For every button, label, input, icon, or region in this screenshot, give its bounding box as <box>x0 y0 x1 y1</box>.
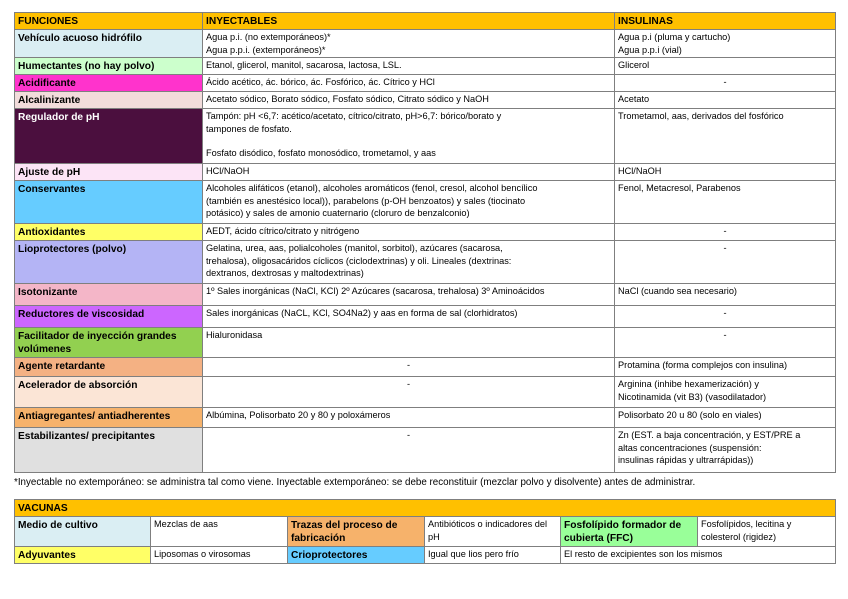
cell-line: Nicotinamida (vit B3) (vasodilatador) <box>618 391 767 402</box>
table-row <box>15 58 836 75</box>
vac-value-ffc: Fosfolípidos, lecitina y colesterol (rigidez) <box>698 517 836 547</box>
cell-line: 1º Sales inorgánicas (NaCl, KCl) 2º Azúcares (sacarosa, trehalosa) 3º Aminoácidos <box>206 286 545 296</box>
insulinas-cell <box>615 328 836 358</box>
insulinas-cell <box>615 224 836 241</box>
cell-line: NaCl (cuando sea necesario) <box>618 286 737 296</box>
cell-line <box>206 135 611 147</box>
footnote: *Inyectable no extemporáneo: se administra tal como viene. Inyectable extemporáneo: se debe reconstituir (mezclar polvo y disolvente) antes de administrar. <box>14 477 696 488</box>
cell-line: Zn (EST. a baja concentración, y EST/PRE a <box>618 430 801 440</box>
inyectables-cell <box>203 75 615 92</box>
table-row <box>15 358 836 377</box>
cell-line: Fosfato disódico, fosfato monosódico, trometamol, y aas <box>206 148 436 158</box>
table-row <box>15 109 836 164</box>
table-row <box>15 224 836 241</box>
cell-line: Protamina (forma complejos con insulina) <box>618 360 788 370</box>
table-header-row <box>15 13 836 30</box>
function-name-cell: Lioprotectores (polvo) <box>15 241 203 284</box>
insulinas-cell <box>615 181 836 224</box>
inyectables-cell <box>203 408 615 428</box>
function-name-cell: Facilitador de inyección grandes volúmenes <box>15 328 203 358</box>
inyectables-cell <box>203 306 615 328</box>
vacunas-table <box>14 499 836 564</box>
cell-line: - <box>406 379 411 389</box>
header-insulinas: INSULINAS <box>615 13 836 30</box>
function-name-cell: Acelerador de absorción <box>15 377 203 408</box>
inyectables-cell <box>203 224 615 241</box>
cell-line: altas concentraciones (suspensión: <box>618 442 762 453</box>
function-name-cell: Regulador de pH <box>15 109 203 164</box>
inyectables-cell <box>203 284 615 306</box>
excipients-table <box>14 12 836 473</box>
cell-line: - <box>723 330 727 340</box>
cell-line: Agua p.p.i. (extemporáneos)* <box>206 44 326 55</box>
vac-value-adyuvantes: Liposomas o virosomas <box>151 547 288 564</box>
table-row <box>15 408 836 428</box>
table-row <box>15 377 836 408</box>
table-row <box>15 92 836 109</box>
cell-line: dextranos, dextrosas y maltodextrinas) <box>206 268 364 278</box>
cell-line: - <box>723 308 727 318</box>
cell-line: Trometamol, aas, derivados del fosfórico <box>618 111 784 121</box>
vac-value-medio-cultivo: Mezclas de aas <box>151 517 288 547</box>
function-name-cell: Acidificante <box>15 75 203 92</box>
insulinas-cell <box>615 109 836 164</box>
table-row <box>15 75 836 92</box>
insulinas-cell <box>615 30 836 58</box>
cell-line: Glicerol <box>618 60 650 70</box>
insulinas-cell <box>615 377 836 408</box>
vacunas-title-row <box>15 500 836 517</box>
cell-line: Gelatina, urea, aas, polialcoholes (manitol, sorbitol), azúcares (sacarosa, <box>206 243 503 253</box>
vac-value-resto: El resto de excipientes son los mismos <box>561 547 836 564</box>
cell-line: AEDT, ácido cítrico/citrato y nitrógeno <box>206 226 360 236</box>
inyectables-cell <box>203 241 615 284</box>
cell-line: Tampón: pH <6,7: acético/acetato, cítrico/citrato, pH>6,7: bórico/borato y <box>206 111 502 121</box>
cell-line: insulinas rápidas y ultrarrápidas)) <box>618 455 754 465</box>
cell-line: Agua p.p.i (vial) <box>618 44 682 55</box>
cell-line: - <box>406 360 411 370</box>
inyectables-cell <box>203 92 615 109</box>
vac-label-medio-cultivo: Medio de cultivo <box>15 517 151 547</box>
header-funciones: FUNCIONES <box>15 13 203 30</box>
inyectables-cell <box>203 109 615 164</box>
cell-line: HCl/NaOH <box>206 166 250 176</box>
vac-label-adyuvantes: Adyuvantes <box>15 547 151 564</box>
insulinas-cell <box>615 284 836 306</box>
table-row <box>15 547 836 564</box>
cell-line: Acetato sódico, Borato sódico, Fosfato sódico, Citrato sódico y NaOH <box>206 94 489 104</box>
cell-line: Fenol, Metacresol, Parabenos <box>618 183 741 193</box>
cell-line: Albúmina, Polisorbato 20 y 80 y poloxámeros <box>206 410 391 420</box>
cell-line: Sales inorgánicas (NaCL, KCl, SO4Na2) y aas en forma de sal (clorhidratos) <box>206 308 518 318</box>
function-name-cell: Ajuste de pH <box>15 164 203 181</box>
cell-line: Polisorbato 20 u 80 (solo en viales) <box>618 410 762 420</box>
cell-line: tampones de fosfato. <box>206 123 292 134</box>
table-row <box>15 164 836 181</box>
function-name-cell: Isotonizante <box>15 284 203 306</box>
cell-line: Agua p.i. (no extemporáneos)* <box>206 32 331 42</box>
function-name-cell: Humectantes (no hay polvo) <box>15 58 203 75</box>
vac-label-trazas: Trazas del proceso de fabricación <box>288 517 425 547</box>
table-row <box>15 328 836 358</box>
cell-line: - <box>723 77 727 87</box>
header-inyectables: INYECTABLES <box>203 13 615 30</box>
function-name-cell: Antiagregantes/ antiadherentes <box>15 408 203 428</box>
inyectables-cell <box>203 164 615 181</box>
table-row <box>15 306 836 328</box>
insulinas-cell <box>615 58 836 75</box>
function-name-cell: Estabilizantes/ precipitantes <box>15 428 203 473</box>
table-row <box>15 30 836 58</box>
vac-value-crioprotectores: Igual que lios pero frío <box>425 547 561 564</box>
cell-line: - <box>723 243 727 253</box>
table-row <box>15 241 836 284</box>
inyectables-cell <box>203 377 615 408</box>
insulinas-cell <box>615 408 836 428</box>
cell-line: Arginina (inhibe hexamerización) y <box>618 379 759 389</box>
cell-line: Acetato <box>618 94 650 104</box>
cell-line: - <box>406 430 411 440</box>
function-name-cell: Antioxidantes <box>15 224 203 241</box>
inyectables-cell <box>203 181 615 224</box>
cell-line: (también es anestésico local)), parabelons (p-OH benzoatos) y sales (tiocinato <box>206 195 526 206</box>
vac-label-ffc: Fosfolípido formador de cubierta (FFC) <box>561 517 698 547</box>
insulinas-cell <box>615 428 836 473</box>
cell-line: Agua p.i (pluma y cartucho) <box>618 32 731 42</box>
cell-line: Hialuronidasa <box>206 330 263 340</box>
function-name-cell: Vehículo acuoso hidrófilo <box>15 30 203 58</box>
inyectables-cell <box>203 428 615 473</box>
cell-line: potásico) y sales de amonio cuaternario (cloruro de benzalconio) <box>206 208 470 218</box>
insulinas-cell <box>615 358 836 377</box>
table-body <box>15 30 836 473</box>
inyectables-cell <box>203 30 615 58</box>
insulinas-cell <box>615 241 836 284</box>
vac-label-crioprotectores: Crioprotectores <box>288 547 425 564</box>
cell-line: Ácido acético, ác. bórico, ác. Fosfórico, ác. Cítrico y HCl <box>206 77 435 87</box>
cell-line: - <box>723 226 727 236</box>
inyectables-cell <box>203 358 615 377</box>
function-name-cell: Reductores de viscosidad <box>15 306 203 328</box>
function-name-cell: Alcalinizante <box>15 92 203 109</box>
cell-line: Etanol, glicerol, manitol, sacarosa, lactosa, LSL. <box>206 60 402 70</box>
insulinas-cell <box>615 92 836 109</box>
cell-line: HCl/NaOH <box>618 166 662 176</box>
table-row <box>15 517 836 547</box>
cell-line: Alcoholes alifáticos (etanol), alcoholes aromáticos (fenol, cresol, alcohol bencílico <box>206 183 538 193</box>
table-row <box>15 428 836 473</box>
inyectables-cell <box>203 58 615 75</box>
table-row <box>15 181 836 224</box>
inyectables-cell <box>203 328 615 358</box>
vacunas-title: VACUNAS <box>15 500 836 517</box>
insulinas-cell <box>615 75 836 92</box>
function-name-cell: Conservantes <box>15 181 203 224</box>
table-row <box>15 284 836 306</box>
insulinas-cell <box>615 164 836 181</box>
insulinas-cell <box>615 306 836 328</box>
cell-line: trehalosa), oligosacáridos cíclicos (ciclodextrinas) y oli. Lineales (dextrinas: <box>206 255 512 266</box>
vac-value-trazas: Antibióticos o indicadores del pH <box>425 517 561 547</box>
function-name-cell: Agente retardante <box>15 358 203 377</box>
